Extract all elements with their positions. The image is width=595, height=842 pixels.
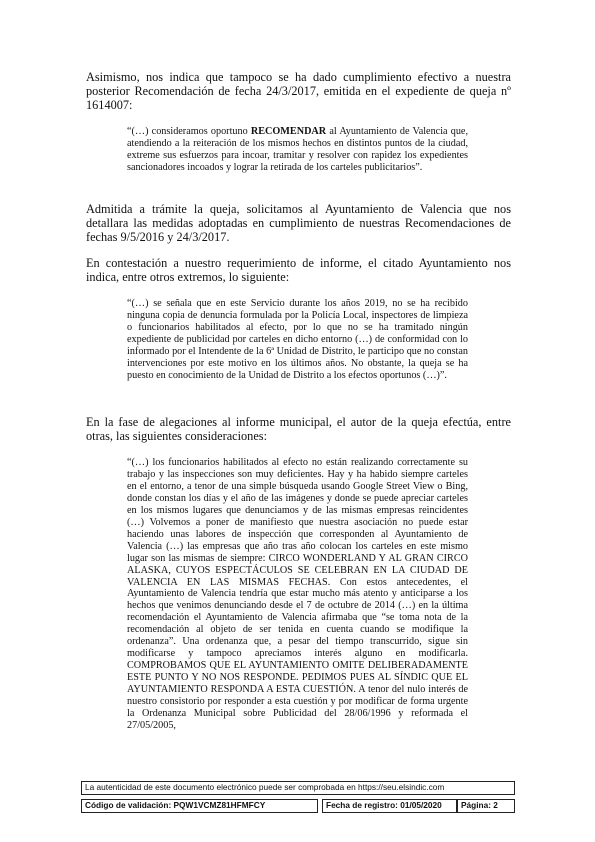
quote-complainant: “(…) los funcionarios habilitados al efecto no están realizando correctamente su trabajo y las inspecciones son muy deficientes. Hay y ha habido siempre carteles en el entorno, a tenor de una simple búsqueda usando Google Street View o Bing, donde constan los días y el año de las imágenes y donde se puede apreciar carteles en los mismos lugares que denunciamos y de las mismas empresas reincidentes (…) Volvemos a poner de manifiesto que nuestra asociación no puede estar haciendo unas labores de inspección que corresponden al Ayuntamiento de Valencia (…) las empresas que año tras año colocan los carteles en este mismo lugar son las mismas de siempre: CIRCO WONDERLAND Y AL GRAN CIRCO ALASKA, CUYOS ESPECTÁCULOS SE CELEBRAN EN LA CIUDAD DE VALENCIA EN LAS MISMAS FECHAS. Con estos antecedentes, el Ayuntamiento de Valencia tendría que estar mucho más atento y anticiparse a los hechos que venimos denunciando desde el 7 de octubre de 2014 (…) en la última recomendación el Ayuntamiento de Valencia afirmaba que “se toma nota de la recomendación al objeto de ser tenida en cuenta cuando se modifique la ordenanza”. Una ordenanza que, a pesar del tiempo transcurrido, sigue sin modificarse y tampoco apreciamos interés alguno en modificarla. COMPROBAMOS QUE EL AYUNTAMIENTO OMITE DELIBERADAMENTE ESTE PUNTO Y NO NOS RESPONDE. PEDIMOS PUES AL SÍNDIC QUE EL AYUNTAMIENTO RESPONDA A ESTA CUESTIÓN. A tenor del nulo interés de nuestro consistorio por responder a esta cuestión y por modificar de forma urgente la Ordenanza Municipal sobre Publicidad del 28/06/1996 y reformada el 27/05/2005,	[127, 457, 468, 731]
quote-recommendation	[127, 126, 468, 174]
quote-bold-recomendar: RECOMENDAR	[250, 126, 327, 137]
footer-authenticity-box	[81, 781, 515, 795]
quote-text-end: al Ayuntamiento de Valencia que, atendiendo a la reiteración de los mismos hechos en distintos puntos de la ciudad, extreme sus esfuerzos para incoar, tramitar y resolver con rapidez los expedientes sancionadores incoados y lograr la retirada de los carteles publicitarios”.	[127, 126, 468, 173]
authenticity-text: La autenticidad de este documento electrónico puede ser comprobada en https://seu.elsindic.com	[85, 782, 445, 792]
quote-municipal-report: “(…) se señala que en este Servicio durante los años 2019, no se ha recibido ninguna copia de denuncia formulada por la Policía Local, inspectores de limpieza o funcionarios habilitados al efecto, por lo que no se ha tramitado ningún expediente de publicidad por carteles en dicho entorno (…) de conformidad con lo informado por el Intendente de la 6ª Unidad de Distrito, le participo que no constan intervenciones por este motivo en los últimos años. No obstante, la queja se ha puesto en conocimiento de la Unidad de Distrito a los efectos oportunos (…)”.	[127, 298, 468, 381]
footer-metadata-row	[81, 799, 515, 813]
registry-date: Fecha de registro: 01/05/2020	[322, 799, 457, 813]
paragraph-admission: Admitida a trámite la queja, solicitamos al Ayuntamiento de Valencia que nos detallara las medidas adoptadas en cumplimiento de nuestras Recomendaciones de fechas 9/5/2016 y 24/3/2017.	[86, 202, 511, 244]
paragraph-intro: Asimismo, nos indica que tampoco se ha dado cumplimiento efectivo a nuestra posterior Recomendación de fecha 24/3/2017, emitida en el expediente de queja nº 1614007:	[86, 70, 511, 112]
page-number: Página: 2	[457, 799, 515, 813]
paragraph-allegations: En la fase de alegaciones al informe municipal, el autor de la queja efectúa, entre otras, las siguientes consideraciones:	[86, 415, 511, 443]
quote-text-start: “(…) consideramos oportuno	[127, 126, 251, 137]
validation-code: Código de validación: PQW1VCMZ81HFMFCY	[81, 799, 318, 813]
paragraph-reply: En contestación a nuestro requerimiento de informe, el citado Ayuntamiento nos indica, entre otros extremos, lo siguiente:	[86, 256, 511, 284]
